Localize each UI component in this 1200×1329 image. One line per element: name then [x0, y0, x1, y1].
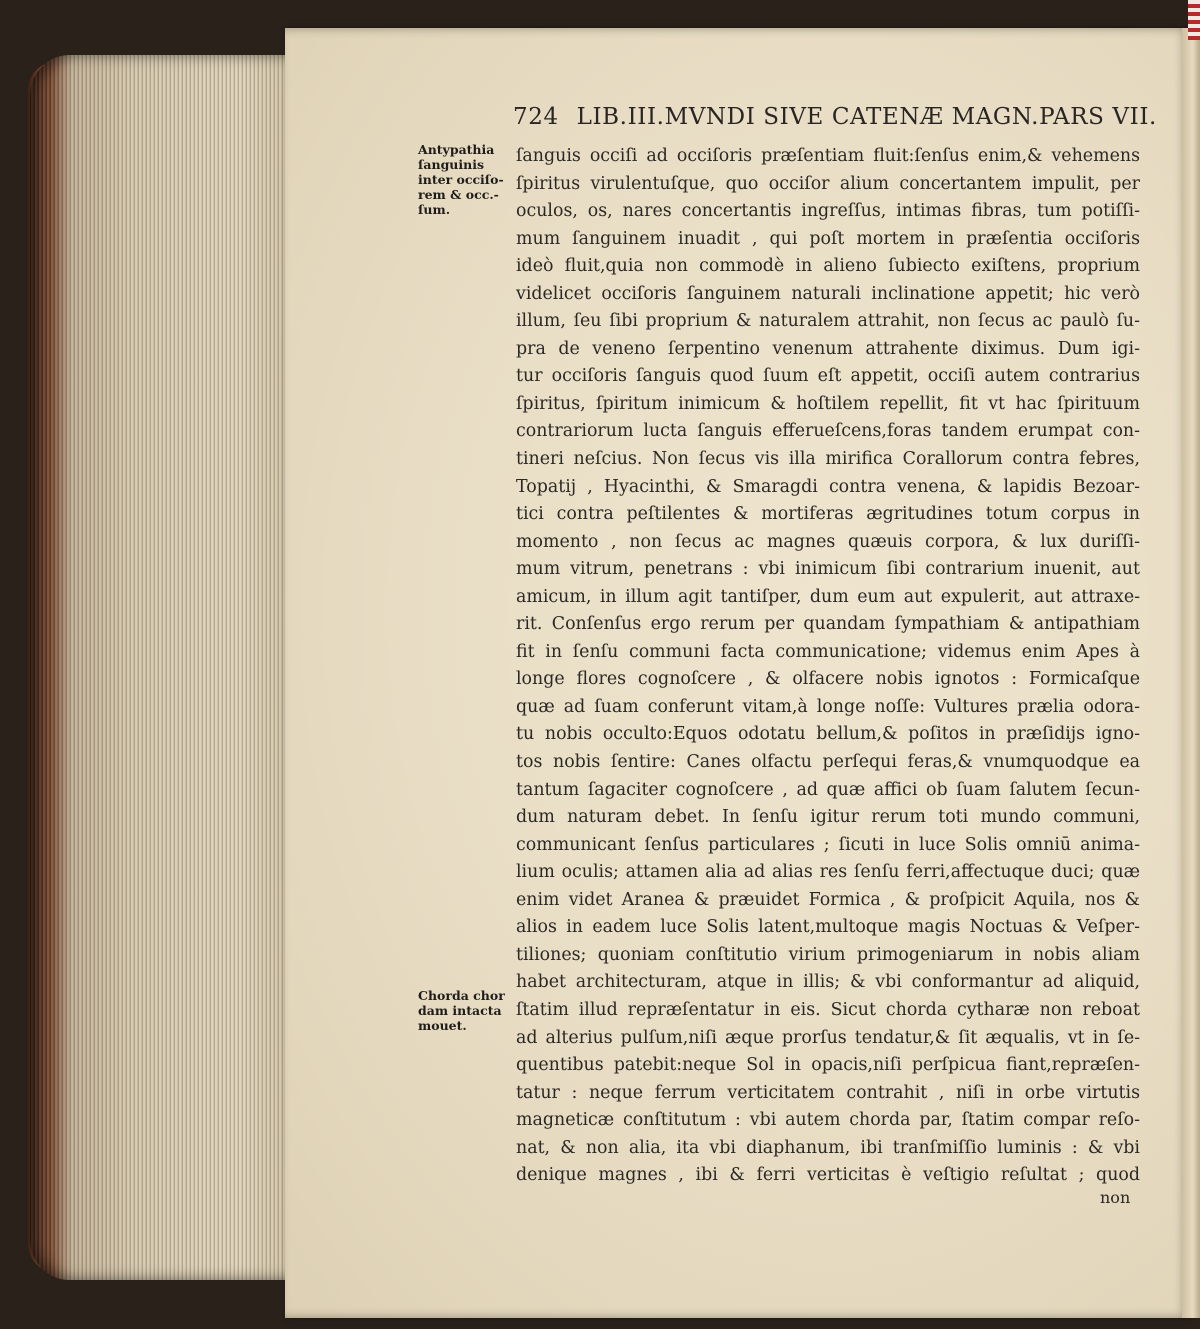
text-line: quentibus patebit:neque Sol in opacis,niſi perſpicua fiant,repræſen- [516, 1055, 1140, 1076]
side-note-line: dam intacta [418, 1003, 502, 1018]
side-note-line: ſum. [418, 202, 451, 217]
text-line: illum, ſeu ſibi proprium & naturalem attrahit, non ſecus ac paulò ſu- [516, 311, 1140, 332]
facing-page-edge [1182, 28, 1200, 1318]
page-number: 724 [513, 104, 559, 130]
text-line: longe flores cognoſcere , & olfacere nobis ignotos : Formicaſque [516, 669, 1140, 690]
text-line: communicant ſenſus particulares ; ſicuti in luce Solis omniū anima- [516, 834, 1140, 855]
text-line: denique magnes , ibi & ferri verticitas è veſtigio reſultat ; quod [516, 1165, 1140, 1186]
text-line: ideò fluit,quia non commodè in alieno ſubiecto exiſtens, proprium [516, 256, 1140, 277]
text-line: tiliones; quoniam conſtitutio virium primogeniarum in nobis aliam [516, 944, 1140, 965]
text-line: alios in eadem luce Solis latent,multoque magis Noctuas & Veſper- [516, 917, 1140, 938]
text-line: Topatij , Hyacinthi, & Smaragdi contra venena, & lapidis Bezoar- [516, 476, 1140, 497]
text-line: tu nobis occulto:Equos odotatu bellum,& poſitos in præſidijs igno- [516, 724, 1140, 745]
text-line: habet architecturam, atque in illis; & vbi conformantur ad aliquid, [516, 972, 1140, 993]
side-note-line: Antypathia [418, 142, 495, 157]
bookmark-ribbon [1188, 0, 1200, 40]
text-line: magneticæ conſtitutum : vbi autem chorda par, ſtatim compar reſo- [516, 1110, 1140, 1131]
side-note-line: Chorda chor [418, 988, 505, 1003]
running-head [513, 104, 1157, 130]
side-note-line: ſanguinis [418, 157, 485, 172]
catchword: non [1100, 1188, 1131, 1207]
text-line: contrariorum lucta ſanguis efferueſcens,foras tandem erumpat con- [516, 421, 1140, 442]
text-line: tantum ſagaciter cognoſcere , ad quæ affici ob ſuam ſalutem ſecun- [516, 779, 1140, 800]
text-line: enim videt Aranea & præuidet Formica , & proſpicit Aquila, nos & [516, 889, 1140, 910]
text-line: tineri neſcius. Non ſecus vis illa mirifica Corallorum contra febres, [516, 449, 1140, 470]
text-line: mum vitrum, penetrans : vbi inimicum ſibi contrarium inuenit, aut [516, 559, 1140, 580]
text-line: ſtatim illud repræſentatur in eis. Sicut chorda cytharæ non reboat [516, 999, 1140, 1020]
text-line: ſpiritus virulentuſque, quo occiſor alium concertantem impulit, per [516, 173, 1140, 194]
text-line: nat, & non alia, ita vbi diaphanum, ibi tranſmiſſio luminis : & vbi [516, 1137, 1140, 1158]
text-line: dum naturam debet. In ſenſu igitur rerum toti mundo communi, [516, 807, 1140, 828]
side-note [418, 988, 514, 1033]
text-line: ſanguis occiſi ad occiſoris præſentiam fluit:ſenſus enim,& vehemens [516, 146, 1140, 166]
side-note-line: inter occiſo- [418, 172, 504, 187]
text-line: lium oculis; attamen alia ad alias res ſenſu ferri,affectuque duci; quæ [516, 862, 1140, 883]
text-line: amicum, in illum agit tantiſper, dum eum aut expulerit, aut attraxe- [516, 586, 1140, 607]
text-line: tur occiſoris ſanguis quod ſuum eſt appetit, occiſi autem contrarius [516, 366, 1140, 387]
text-line: videlicet occiſoris ſanguinem naturali inclinatione appetit; hic verò [516, 283, 1140, 304]
side-note [418, 142, 514, 217]
text-line: momento , non ſecus ac magnes quæuis corpora, & lux duriſſi- [516, 531, 1140, 552]
side-note-line: mouet. [418, 1018, 467, 1033]
text-line: rit. Conſenſus ergo rerum per quandam ſympathiam & antipathiam [516, 614, 1140, 635]
book-fore-edge [30, 55, 292, 1280]
text-line: mum ſanguinem inuadit , qui poſt mortem in præſentia occiſoris [516, 228, 1140, 249]
text-line: ſpiritus, ſpiritum inimicum & hoſtilem repellit, fit vt hac ſpirituum [516, 393, 1140, 414]
text-line: quæ ad ſuam conferunt vitam,à longe noſſe: Vultures prælia odora- [516, 696, 1140, 717]
text-line: ad alterius pulſum,niſi æque prorſus tendatur,& ſit æqualis, vt in ſe- [516, 1027, 1140, 1048]
side-note-line: rem & occ.- [418, 187, 499, 202]
text-line: tatur : neque ferrum verticitatem contrahit , niſi in orbe virtutis [516, 1082, 1140, 1103]
text-line: fit in ſenſu communi facta communicatione; videmus enim Apes à [516, 641, 1140, 662]
running-head-title: LIB.III.MVNDI SIVE CATENÆ MAGN.PARS VII. [576, 104, 1157, 130]
text-line: oculos, os, nares concertantis ingreſſus, intimas fibras, tum potiſſi- [516, 201, 1140, 222]
text-line: pra de veneno ſerpentino venenum attrahente diximus. Dum igi- [516, 338, 1140, 359]
body-text [516, 143, 1140, 1190]
text-line: tos nobis ſentire: Canes olfactu perſequi feras,& vnumquodque ea [516, 752, 1140, 773]
text-line: tici contra peſtilentes & mortiferas ægritudines totum corpus in [516, 504, 1140, 525]
